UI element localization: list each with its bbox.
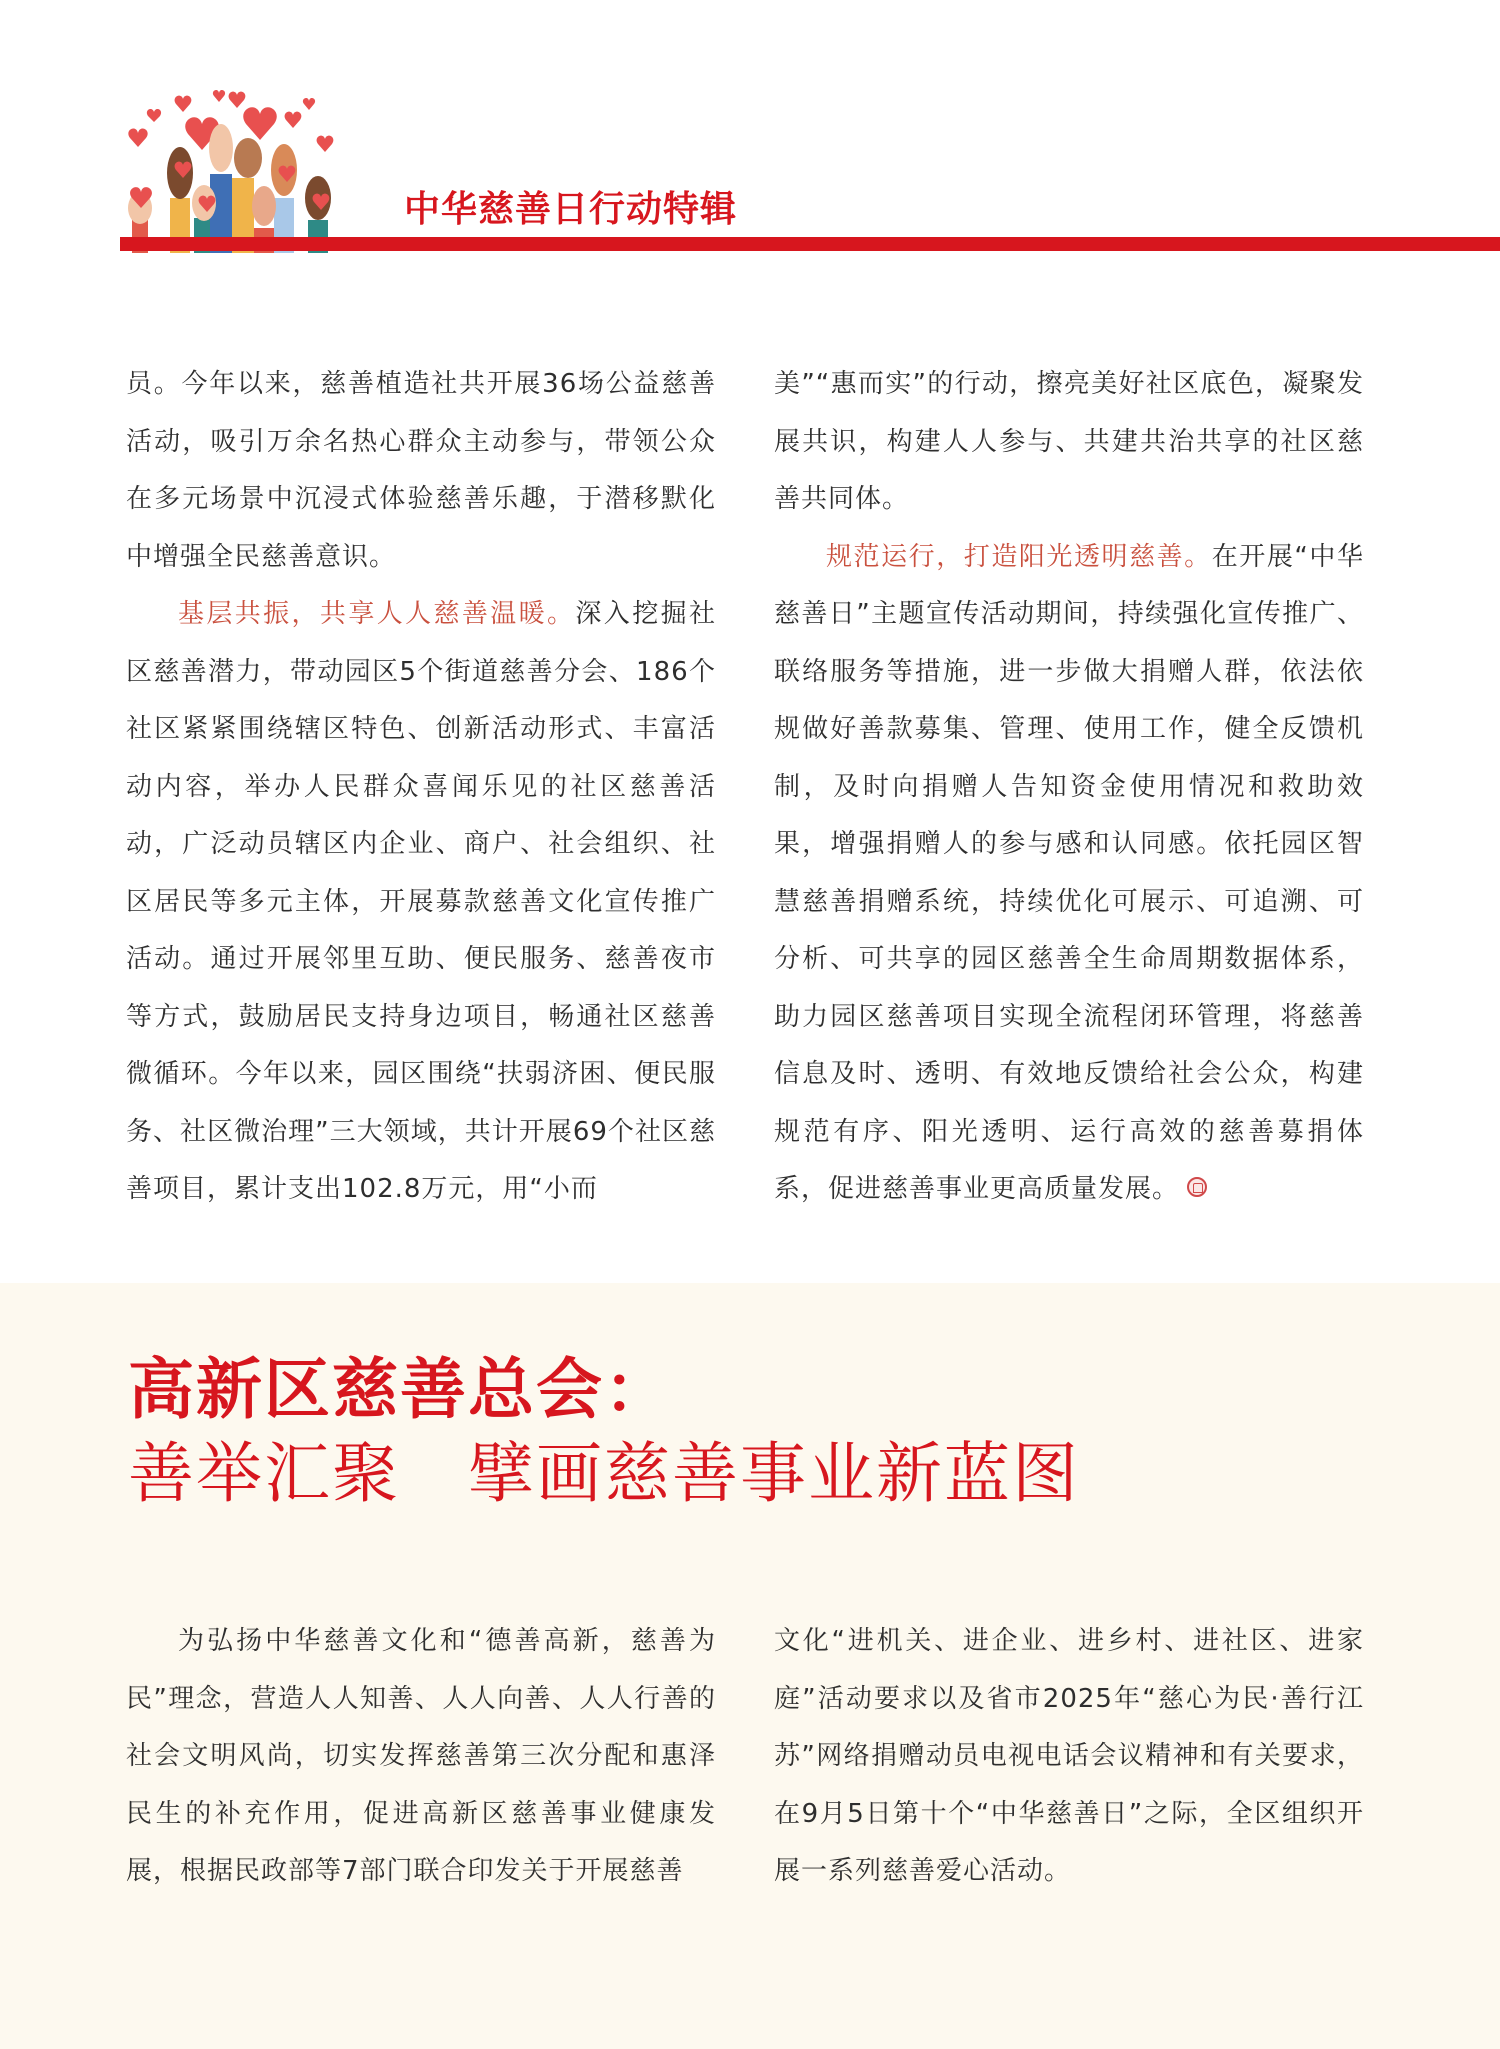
paragraph bbox=[774, 529, 1364, 1219]
article2-left-column bbox=[126, 1613, 716, 1901]
paragraph-body: 在开展“中华慈善日”主题宣传活动期间，持续强化宣传推广、联络服务等措施，进一步做大捐赠人群，依法依规做好善款募集、管理、使用工作，健全反馈机制，及时向捐赠人告知资金使用情况和救助效果，增强捐赠人的参与感和认同感。依托园区智慧慈善捐赠系统，持续优化可展示、可追溯、可分析、可共享的园区慈善全生命周期数据体系，助力园区慈善项目实现全流程闭环管理，将慈善信息及时、透明、有效地反馈给社会公众，构建规范有序、阳光透明、运行高效的慈善募捐体系，促进慈善事业更高质量发展。 bbox=[774, 541, 1364, 1204]
section-heading: 规范运行，打造阳光透明慈善。 bbox=[826, 541, 1212, 572]
article1-right-column bbox=[774, 356, 1364, 1219]
header-red-bar bbox=[120, 237, 1500, 251]
paragraph: 文化“进机关、进企业、进乡村、进社区、进家庭”活动要求以及省市2025年“慈心为民·善行江苏”网络捐赠动员电视电话会议精神和有关要求，在9月5日第十个“中华慈善日”之际，全区组织开展一系列慈善爱心活动。 bbox=[774, 1626, 1364, 1886]
paragraph: 为弘扬中华慈善文化和“德善高新，慈善为民”理念，营造人人知善、人人向善、人人行善的社会文明风尚，切实发挥慈善第三次分配和惠泽民生的补充作用，促进高新区慈善事业健康发展，根据民政部等7部门联合印发关于开展慈善 bbox=[126, 1626, 716, 1886]
article2-title bbox=[128, 1348, 1080, 1516]
article2-title-line1: 高新区慈善总会： bbox=[128, 1351, 672, 1428]
article2-right-column bbox=[774, 1613, 1364, 1901]
page-header bbox=[0, 0, 1500, 260]
paragraph bbox=[126, 586, 716, 1219]
article2-title-line2: 善举汇聚 擘画慈善事业新蓝图 bbox=[128, 1435, 1080, 1512]
section-heading: 基层共振，共享人人慈善温暖。 bbox=[178, 599, 576, 629]
paragraph: 美”“惠而实”的行动，擦亮美好社区底色，凝聚发展共识，构建人人参与、共建共治共享的社区慈善共同体。 bbox=[774, 369, 1364, 514]
raised-hands-hearts-illustration bbox=[118, 78, 408, 253]
paragraph: 员。今年以来，慈善植造社共开展36场公益慈善活动，吸引万余名热心群众主动参与，带领公众在多元场景中沉浸式体验慈善乐趣，于潜移默化中增强全民慈善意识。 bbox=[126, 369, 716, 572]
article1-left-column bbox=[126, 356, 716, 1219]
seal-end-mark-icon bbox=[1187, 1177, 1207, 1197]
paragraph-body: 深入挖掘社区慈善潜力，带动园区5个街道慈善分会、186个社区紧紧围绕辖区特色、创新活动形式、丰富活动内容，举办人民群众喜闻乐见的社区慈善活动，广泛动员辖区内企业、商户、社会组织、社区居民等多元主体，开展募款慈善文化宣传推广活动。通过开展邻里互助、便民服务、慈善夜市等方式，鼓励居民支持身边项目，畅通社区慈善微循环。今年以来，园区围绕“扶弱济困、便民服务、社区微治理”三大领域，共计开展69个社区慈善项目，累计支出102.8万元，用“小而 bbox=[126, 599, 716, 1204]
header-title: 中华慈善日行动特辑 bbox=[404, 189, 738, 230]
